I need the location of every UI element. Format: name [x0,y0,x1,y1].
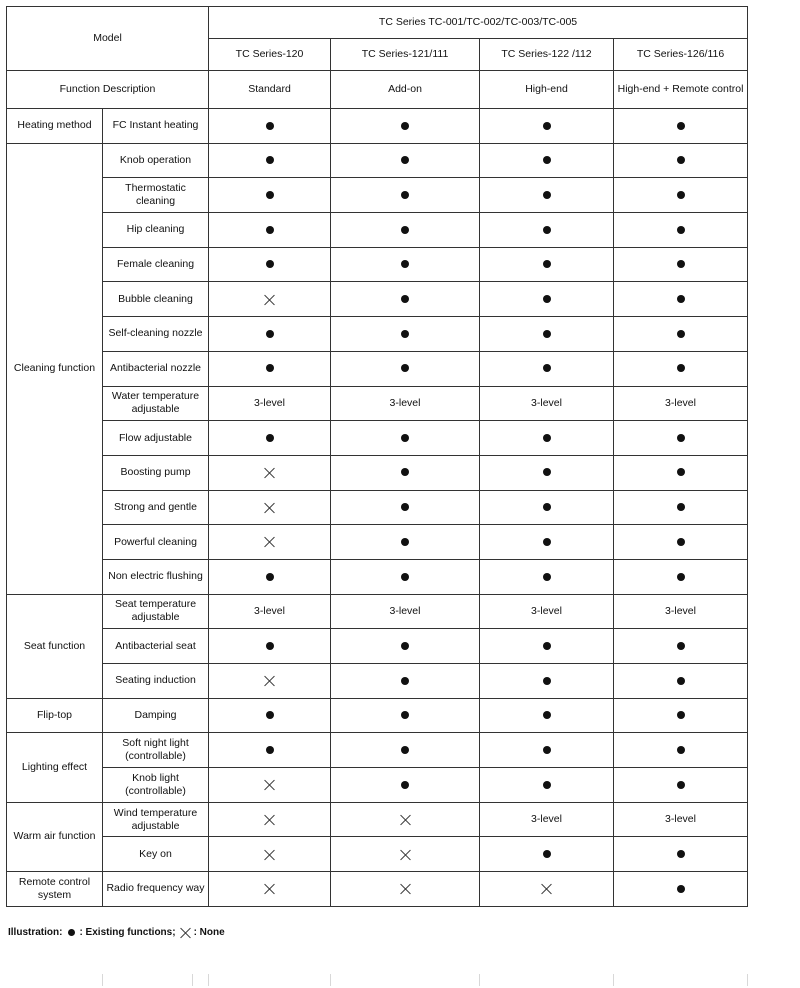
model-name: TC Series-126/116 [614,39,748,71]
feature-cell [209,109,331,144]
model-description: Standard [209,71,331,109]
bottom-tick-marks [0,974,800,986]
dot-icon [266,746,274,754]
feature-cell [614,525,748,560]
cross-icon [264,536,275,547]
table-row [7,629,748,664]
dot-icon [677,538,685,546]
model-name: TC Series-120 [209,39,331,71]
dot-icon [543,677,551,685]
cross-icon [400,883,411,894]
feature-cell [331,559,480,594]
dot-icon [677,468,685,476]
cross-icon [541,883,552,894]
feature-cell [614,559,748,594]
feature-cell [331,698,480,733]
table-row [7,109,748,144]
feature-cell [331,872,480,907]
dot-icon [677,677,685,685]
feature-cell [209,837,331,872]
dot-icon [266,642,274,650]
dot-icon [543,226,551,234]
legend [8,927,225,938]
dot-icon [401,156,409,164]
feature-cell [614,317,748,352]
cross-icon [180,927,191,938]
feature-name: Antibacterial seat [103,629,209,664]
dot-icon [266,711,274,719]
dot-icon [543,573,551,581]
cross-icon [264,849,275,860]
dot-icon [401,295,409,303]
feature-cell [480,455,614,490]
cross-icon [264,814,275,825]
dot-icon [401,538,409,546]
feature-cell [209,664,331,699]
feature-cell [614,143,748,178]
table-row [7,455,748,490]
dot-icon [266,156,274,164]
legend-prefix: Illustration: [8,927,63,938]
feature-cell [614,698,748,733]
cross-icon [264,675,275,686]
table-row [7,802,748,837]
feature-cell [480,872,614,907]
dot-icon [543,191,551,199]
feature-name: Knob operation [103,143,209,178]
dot-icon [677,642,685,650]
feature-level-cell: 3-level [331,594,480,629]
feature-cell [480,109,614,144]
feature-name: Wind temperature adjustable [103,802,209,837]
group-name: Warm air function [7,802,103,871]
feature-cell [331,213,480,248]
cross-icon [264,294,275,305]
dot-icon [677,711,685,719]
feature-cell [209,143,331,178]
dot-icon [677,746,685,754]
table-row [7,386,748,421]
feature-cell [480,247,614,282]
table-row [7,247,748,282]
model-name: TC Series-121/111 [331,39,480,71]
feature-cell [209,802,331,837]
feature-name: Hip cleaning [103,213,209,248]
dot-icon [401,191,409,199]
table-row [7,317,748,352]
dot-icon [68,929,75,936]
feature-cell [614,490,748,525]
table-row [7,733,748,768]
cross-icon [264,883,275,894]
dot-icon [401,122,409,130]
feature-name: Thermostatic cleaning [103,178,209,213]
table-row [7,872,748,907]
feature-cell [331,733,480,768]
feature-cell [209,490,331,525]
feature-cell [480,178,614,213]
feature-name: Powerful cleaning [103,525,209,560]
table-row [7,698,748,733]
dot-icon [401,573,409,581]
feature-cell [331,351,480,386]
table-row [7,421,748,456]
feature-cell [209,351,331,386]
model-description: Add-on [331,71,480,109]
feature-cell [480,664,614,699]
dot-icon [677,434,685,442]
feature-cell [480,698,614,733]
dot-icon [677,330,685,338]
dot-icon [543,746,551,754]
dot-icon [543,260,551,268]
feature-cell [480,282,614,317]
dot-icon [543,295,551,303]
dot-icon [401,746,409,754]
dot-icon [401,468,409,476]
dot-icon [543,468,551,476]
feature-cell [480,837,614,872]
feature-cell [331,247,480,282]
dot-icon [677,191,685,199]
feature-name: Female cleaning [103,247,209,282]
feature-cell [614,455,748,490]
feature-cell [480,490,614,525]
feature-cell [331,629,480,664]
dot-icon [266,191,274,199]
feature-cell [331,768,480,803]
feature-cell [480,733,614,768]
table-row [7,490,748,525]
cross-icon [400,814,411,825]
feature-name: Bubble cleaning [103,282,209,317]
dot-icon [677,364,685,372]
feature-cell [209,733,331,768]
feature-name: Radio frequency way [103,872,209,907]
feature-level-cell: 3-level [480,386,614,421]
feature-cell [209,213,331,248]
feature-cell [209,455,331,490]
dot-icon [677,885,685,893]
dot-icon [266,226,274,234]
feature-cell [331,143,480,178]
feature-name: Non electric flushing [103,559,209,594]
table-row [7,178,748,213]
feature-cell [614,733,748,768]
feature-cell [480,768,614,803]
model-header: Model [7,7,209,71]
dot-icon [543,434,551,442]
feature-cell [331,664,480,699]
feature-cell [614,629,748,664]
model-description: High-end + Remote control [614,71,748,109]
feature-cell [331,178,480,213]
feature-cell [209,282,331,317]
feature-cell [209,421,331,456]
feature-cell [480,143,614,178]
dot-icon [543,538,551,546]
dot-icon [401,781,409,789]
dot-icon [401,364,409,372]
dot-icon [266,434,274,442]
dot-icon [677,156,685,164]
feature-cell [209,698,331,733]
feature-name: Water temperature adjustable [103,386,209,421]
dot-icon [266,573,274,581]
feature-cell [614,213,748,248]
feature-name: Damping [103,698,209,733]
feature-cell [480,351,614,386]
dot-icon [401,711,409,719]
dot-icon [266,122,274,130]
feature-name: FC Instant heating [103,109,209,144]
legend-existing: : Existing functions; [79,927,176,938]
feature-cell [331,837,480,872]
feature-level-cell: 3-level [331,386,480,421]
feature-cell [480,559,614,594]
dot-icon [401,330,409,338]
group-name: Seat function [7,594,103,698]
feature-cell [331,109,480,144]
feature-cell [614,178,748,213]
spec-table [6,6,748,907]
dot-icon [543,156,551,164]
dot-icon [401,677,409,685]
group-name: Lighting effect [7,733,103,802]
feature-cell [614,421,748,456]
cross-icon [400,849,411,860]
feature-cell [209,317,331,352]
group-name: Remote control system [7,872,103,907]
dot-icon [401,434,409,442]
feature-level-cell: 3-level [480,594,614,629]
feature-cell [614,351,748,386]
feature-cell [209,872,331,907]
dot-icon [543,122,551,130]
feature-name: Seating induction [103,664,209,699]
series-title: TC Series TC-001/TC-002/TC-003/TC-005 [209,7,748,39]
table-row [7,143,748,178]
feature-cell [480,213,614,248]
feature-cell [331,282,480,317]
dot-icon [677,503,685,511]
table-row [7,559,748,594]
dot-icon [543,781,551,789]
table-row [7,768,748,803]
feature-cell [614,872,748,907]
dot-icon [677,260,685,268]
feature-name: Boosting pump [103,455,209,490]
dot-icon [266,260,274,268]
feature-level-cell: 3-level [480,802,614,837]
feature-name: Soft night light (controllable) [103,733,209,768]
group-name: Heating method [7,109,103,144]
table-row [7,351,748,386]
feature-level-cell: 3-level [614,594,748,629]
legend-none: : None [193,927,225,938]
dot-icon [677,573,685,581]
feature-cell [209,559,331,594]
dot-icon [543,503,551,511]
dot-icon [677,122,685,130]
feature-cell [209,178,331,213]
feature-cell [209,768,331,803]
dot-icon [543,330,551,338]
table-row [7,525,748,560]
dot-icon [401,503,409,511]
feature-cell [614,768,748,803]
dot-icon [677,781,685,789]
table-row [7,837,748,872]
table-row [7,594,748,629]
table-row [7,213,748,248]
dot-icon [401,226,409,234]
dot-icon [401,642,409,650]
feature-name: Strong and gentle [103,490,209,525]
feature-cell [614,247,748,282]
feature-cell [331,317,480,352]
feature-cell [331,525,480,560]
dot-icon [677,850,685,858]
feature-cell [614,282,748,317]
table-row [7,664,748,699]
feature-level-cell: 3-level [614,802,748,837]
feature-cell [480,525,614,560]
group-name: Flip-top [7,698,103,733]
feature-cell [331,421,480,456]
feature-cell [480,317,614,352]
feature-name: Key on [103,837,209,872]
table-row [7,282,748,317]
dot-icon [266,330,274,338]
feature-name: Flow adjustable [103,421,209,456]
dot-icon [543,364,551,372]
feature-name: Antibacterial nozzle [103,351,209,386]
dot-icon [543,850,551,858]
feature-cell [614,109,748,144]
dot-icon [677,226,685,234]
feature-cell [209,629,331,664]
dot-icon [266,364,274,372]
feature-cell [480,421,614,456]
function-description-header: Function Description [7,71,209,109]
feature-name: Self-cleaning nozzle [103,317,209,352]
dot-icon [677,295,685,303]
feature-cell [331,802,480,837]
group-name: Cleaning function [7,143,103,594]
feature-cell [331,455,480,490]
cross-icon [264,779,275,790]
dot-icon [543,642,551,650]
feature-name: Seat temperature adjustable [103,594,209,629]
feature-name: Knob light (controllable) [103,768,209,803]
feature-level-cell: 3-level [614,386,748,421]
feature-cell [209,247,331,282]
cross-icon [264,502,275,513]
feature-cell [614,664,748,699]
feature-cell [331,490,480,525]
feature-level-cell: 3-level [209,594,331,629]
feature-cell [614,837,748,872]
dot-icon [543,711,551,719]
feature-cell [209,525,331,560]
cross-icon [264,467,275,478]
dot-icon [401,260,409,268]
feature-cell [480,629,614,664]
model-description: High-end [480,71,614,109]
model-name: TC Series-122 /112 [480,39,614,71]
feature-level-cell: 3-level [209,386,331,421]
